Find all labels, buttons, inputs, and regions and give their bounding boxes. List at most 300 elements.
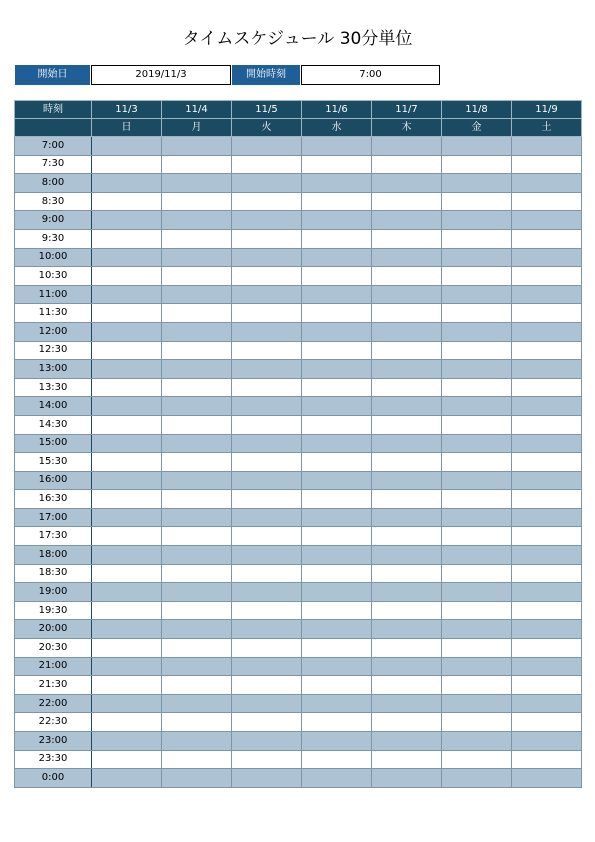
- schedule-cell[interactable]: [302, 248, 372, 267]
- schedule-cell[interactable]: [372, 583, 442, 602]
- schedule-cell[interactable]: [232, 322, 302, 341]
- schedule-cell[interactable]: [372, 564, 442, 583]
- schedule-cell[interactable]: [372, 248, 442, 267]
- schedule-cell[interactable]: [512, 490, 582, 509]
- date-header: 11/9: [512, 101, 582, 119]
- time-cell: 18:00: [15, 546, 92, 565]
- schedule-cell[interactable]: [232, 713, 302, 732]
- schedule-cell[interactable]: [372, 155, 442, 174]
- schedule-cell[interactable]: [302, 192, 372, 211]
- schedule-cell[interactable]: [302, 620, 372, 639]
- schedule-cell[interactable]: [512, 267, 582, 286]
- schedule-cell[interactable]: [302, 229, 372, 248]
- schedule-cell[interactable]: [232, 694, 302, 713]
- schedule-cell[interactable]: [512, 378, 582, 397]
- schedule-cell[interactable]: [232, 285, 302, 304]
- schedule-cell[interactable]: [232, 174, 302, 193]
- schedule-cell[interactable]: [442, 657, 512, 676]
- schedule-cell[interactable]: [442, 137, 512, 156]
- weekday-header: 水: [302, 119, 372, 137]
- weekday-header: 火: [232, 119, 302, 137]
- schedule-cell[interactable]: [512, 434, 582, 453]
- schedule-cell[interactable]: [92, 694, 162, 713]
- time-cell: 21:00: [15, 657, 92, 676]
- schedule-cell[interactable]: [442, 564, 512, 583]
- schedule-cell[interactable]: [92, 155, 162, 174]
- schedule-cell[interactable]: [442, 750, 512, 769]
- schedule-cell[interactable]: [442, 508, 512, 527]
- schedule-cell[interactable]: [302, 508, 372, 527]
- schedule-cell[interactable]: [162, 769, 232, 788]
- schedule-cell[interactable]: [162, 341, 232, 360]
- schedule-cell[interactable]: [372, 657, 442, 676]
- schedule-cell[interactable]: [232, 434, 302, 453]
- schedule-cell[interactable]: [302, 453, 372, 472]
- schedule-cell[interactable]: [162, 508, 232, 527]
- schedule-cell[interactable]: [372, 490, 442, 509]
- schedule-cell[interactable]: [162, 378, 232, 397]
- schedule-cell[interactable]: [232, 564, 302, 583]
- schedule-cell[interactable]: [442, 676, 512, 695]
- schedule-cell[interactable]: [92, 137, 162, 156]
- schedule-cell[interactable]: [442, 267, 512, 286]
- schedule-cell[interactable]: [92, 192, 162, 211]
- schedule-cell[interactable]: [232, 750, 302, 769]
- schedule-cell[interactable]: [302, 657, 372, 676]
- schedule-cell[interactable]: [92, 601, 162, 620]
- schedule-cell[interactable]: [92, 750, 162, 769]
- schedule-cell[interactable]: [302, 267, 372, 286]
- schedule-cell[interactable]: [162, 601, 232, 620]
- schedule-cell[interactable]: [512, 174, 582, 193]
- weekday-header: 木: [372, 119, 442, 137]
- schedule-cell[interactable]: [302, 583, 372, 602]
- schedule-cell[interactable]: [512, 211, 582, 230]
- schedule-cell[interactable]: [92, 453, 162, 472]
- schedule-cell[interactable]: [442, 490, 512, 509]
- schedule-cell[interactable]: [162, 304, 232, 323]
- schedule-cell[interactable]: [442, 248, 512, 267]
- schedule-cell[interactable]: [162, 229, 232, 248]
- schedule-cell[interactable]: [232, 601, 302, 620]
- schedule-cell[interactable]: [302, 750, 372, 769]
- schedule-cell[interactable]: [512, 750, 582, 769]
- schedule-cell[interactable]: [442, 732, 512, 751]
- schedule-cell[interactable]: [302, 174, 372, 193]
- table-row: [15, 508, 582, 527]
- schedule-cell[interactable]: [302, 360, 372, 379]
- date-header: 11/6: [302, 101, 372, 119]
- table-row: [15, 694, 582, 713]
- schedule-cell[interactable]: [92, 248, 162, 267]
- schedule-cell[interactable]: [442, 769, 512, 788]
- schedule-cell[interactable]: [442, 174, 512, 193]
- schedule-cell[interactable]: [92, 639, 162, 658]
- schedule-cell[interactable]: [372, 322, 442, 341]
- schedule-cell[interactable]: [92, 174, 162, 193]
- schedule-cell[interactable]: [372, 360, 442, 379]
- table-row: [15, 657, 582, 676]
- table-row: [15, 304, 582, 323]
- schedule-cell[interactable]: [372, 378, 442, 397]
- schedule-cell[interactable]: [372, 341, 442, 360]
- schedule-cell[interactable]: [442, 341, 512, 360]
- schedule-cell[interactable]: [162, 285, 232, 304]
- schedule-cell[interactable]: [372, 639, 442, 658]
- schedule-cell[interactable]: [232, 155, 302, 174]
- schedule-cell[interactable]: [302, 676, 372, 695]
- schedule-cell[interactable]: [372, 229, 442, 248]
- start-date-field[interactable]: 2019/11/3: [91, 65, 231, 85]
- schedule-cell[interactable]: [232, 546, 302, 565]
- table-row: [15, 360, 582, 379]
- table-row: [15, 453, 582, 472]
- schedule-cell[interactable]: [162, 639, 232, 658]
- schedule-cell[interactable]: [372, 415, 442, 434]
- time-cell: 16:00: [15, 471, 92, 490]
- schedule-cell[interactable]: [372, 694, 442, 713]
- schedule-cell[interactable]: [302, 564, 372, 583]
- schedule-cell[interactable]: [302, 527, 372, 546]
- schedule-cell[interactable]: [92, 304, 162, 323]
- schedule-cell[interactable]: [232, 657, 302, 676]
- schedule-cell[interactable]: [442, 378, 512, 397]
- schedule-cell[interactable]: [302, 490, 372, 509]
- table-row: [15, 285, 582, 304]
- schedule-cell[interactable]: [512, 583, 582, 602]
- schedule-cell[interactable]: [512, 322, 582, 341]
- schedule-cell[interactable]: [372, 397, 442, 416]
- weekday-header: 土: [512, 119, 582, 137]
- schedule-cell[interactable]: [302, 137, 372, 156]
- schedule-cell[interactable]: [372, 676, 442, 695]
- schedule-cell[interactable]: [92, 713, 162, 732]
- schedule-cell[interactable]: [442, 192, 512, 211]
- start-time-label: 開始時刻: [232, 65, 300, 85]
- schedule-cell[interactable]: [302, 397, 372, 416]
- schedule-cell[interactable]: [162, 248, 232, 267]
- weekday-header: 金: [442, 119, 512, 137]
- time-cell: 14:30: [15, 415, 92, 434]
- schedule-cell[interactable]: [372, 601, 442, 620]
- schedule-cell[interactable]: [512, 397, 582, 416]
- time-cell: 20:00: [15, 620, 92, 639]
- time-cell: 20:30: [15, 639, 92, 658]
- schedule-cell[interactable]: [302, 434, 372, 453]
- schedule-cell[interactable]: [92, 546, 162, 565]
- schedule-cell[interactable]: [372, 620, 442, 639]
- schedule-cell[interactable]: [232, 304, 302, 323]
- schedule-cell[interactable]: [162, 620, 232, 639]
- schedule-cell[interactable]: [92, 341, 162, 360]
- schedule-cell[interactable]: [162, 453, 232, 472]
- schedule-cell[interactable]: [512, 694, 582, 713]
- schedule-cell[interactable]: [442, 639, 512, 658]
- schedule-cell[interactable]: [442, 304, 512, 323]
- schedule-cell[interactable]: [302, 211, 372, 230]
- schedule-cell[interactable]: [302, 713, 372, 732]
- schedule-cell[interactable]: [442, 453, 512, 472]
- schedule-cell[interactable]: [162, 471, 232, 490]
- time-cell: 8:30: [15, 192, 92, 211]
- date-header: 11/8: [442, 101, 512, 119]
- schedule-cell[interactable]: [372, 508, 442, 527]
- schedule-cell[interactable]: [442, 285, 512, 304]
- time-cell: 10:30: [15, 267, 92, 286]
- schedule-cell[interactable]: [512, 415, 582, 434]
- schedule-cell[interactable]: [162, 322, 232, 341]
- time-cell: 17:00: [15, 508, 92, 527]
- schedule-cell[interactable]: [512, 620, 582, 639]
- schedule-cell[interactable]: [232, 732, 302, 751]
- schedule-cell[interactable]: [162, 434, 232, 453]
- schedule-cell[interactable]: [372, 732, 442, 751]
- time-cell: 8:00: [15, 174, 92, 193]
- schedule-cell[interactable]: [232, 769, 302, 788]
- schedule-cell[interactable]: [372, 434, 442, 453]
- schedule-cell[interactable]: [92, 676, 162, 695]
- schedule-cell[interactable]: [162, 583, 232, 602]
- table-row: [15, 322, 582, 341]
- schedule-cell[interactable]: [512, 304, 582, 323]
- schedule-cell[interactable]: [162, 490, 232, 509]
- schedule-cell[interactable]: [512, 360, 582, 379]
- schedule-cell[interactable]: [512, 155, 582, 174]
- schedule-cell[interactable]: [232, 527, 302, 546]
- schedule-cell[interactable]: [92, 564, 162, 583]
- schedule-cell[interactable]: [92, 211, 162, 230]
- table-row: [15, 341, 582, 360]
- schedule-cell[interactable]: [372, 285, 442, 304]
- schedule-cell[interactable]: [442, 155, 512, 174]
- schedule-cell[interactable]: [162, 415, 232, 434]
- schedule-cell[interactable]: [302, 639, 372, 658]
- time-cell: 19:30: [15, 601, 92, 620]
- schedule-cell[interactable]: [512, 229, 582, 248]
- schedule-cell[interactable]: [232, 137, 302, 156]
- table-row: [15, 155, 582, 174]
- schedule-cell[interactable]: [442, 546, 512, 565]
- schedule-cell[interactable]: [372, 546, 442, 565]
- schedule-cell[interactable]: [232, 639, 302, 658]
- time-cell: 15:00: [15, 434, 92, 453]
- schedule-cell[interactable]: [512, 471, 582, 490]
- schedule-cell[interactable]: [302, 378, 372, 397]
- schedule-cell[interactable]: [92, 229, 162, 248]
- schedule-cell[interactable]: [92, 378, 162, 397]
- schedule-cell[interactable]: [232, 360, 302, 379]
- schedule-cell[interactable]: [372, 750, 442, 769]
- table-row: [15, 676, 582, 695]
- schedule-cell[interactable]: [302, 601, 372, 620]
- time-column-header: 時刻: [15, 101, 92, 119]
- schedule-cell[interactable]: [302, 769, 372, 788]
- table-row: [15, 583, 582, 602]
- schedule-cell[interactable]: [162, 267, 232, 286]
- schedule-cell[interactable]: [162, 546, 232, 565]
- schedule-cell[interactable]: [92, 732, 162, 751]
- schedule-cell[interactable]: [372, 174, 442, 193]
- schedule-cell[interactable]: [92, 397, 162, 416]
- schedule-cell[interactable]: [232, 490, 302, 509]
- schedule-cell[interactable]: [442, 620, 512, 639]
- schedule-cell[interactable]: [512, 508, 582, 527]
- start-time-field[interactable]: 7:00: [301, 65, 440, 85]
- schedule-cell[interactable]: [512, 341, 582, 360]
- schedule-cell[interactable]: [232, 508, 302, 527]
- table-row: [15, 434, 582, 453]
- time-cell: 19:00: [15, 583, 92, 602]
- schedule-cell[interactable]: [162, 397, 232, 416]
- schedule-cell[interactable]: [92, 583, 162, 602]
- schedule-cell[interactable]: [92, 471, 162, 490]
- schedule-cell[interactable]: [442, 434, 512, 453]
- schedule-cell[interactable]: [92, 527, 162, 546]
- schedule-cell[interactable]: [162, 694, 232, 713]
- time-cell: 7:30: [15, 155, 92, 174]
- schedule-body: [15, 137, 582, 788]
- schedule-cell[interactable]: [92, 415, 162, 434]
- schedule-cell[interactable]: [512, 192, 582, 211]
- schedule-cell[interactable]: [442, 583, 512, 602]
- schedule-cell[interactable]: [302, 322, 372, 341]
- schedule-cell[interactable]: [442, 527, 512, 546]
- schedule-cell[interactable]: [442, 415, 512, 434]
- schedule-cell[interactable]: [162, 137, 232, 156]
- schedule-cell[interactable]: [162, 192, 232, 211]
- schedule-cell[interactable]: [512, 732, 582, 751]
- schedule-cell[interactable]: [92, 490, 162, 509]
- schedule-cell[interactable]: [162, 174, 232, 193]
- time-cell: 13:00: [15, 360, 92, 379]
- schedule-cell[interactable]: [302, 732, 372, 751]
- schedule-cell[interactable]: [162, 657, 232, 676]
- schedule-cell[interactable]: [442, 397, 512, 416]
- schedule-cell[interactable]: [232, 676, 302, 695]
- schedule-cell[interactable]: [92, 769, 162, 788]
- schedule-cell[interactable]: [372, 769, 442, 788]
- schedule-cell[interactable]: [302, 694, 372, 713]
- table-row: [15, 229, 582, 248]
- schedule-cell[interactable]: [372, 211, 442, 230]
- schedule-cell[interactable]: [442, 211, 512, 230]
- schedule-cell[interactable]: [442, 601, 512, 620]
- schedule-cell[interactable]: [232, 267, 302, 286]
- schedule-cell[interactable]: [232, 211, 302, 230]
- schedule-cell[interactable]: [512, 137, 582, 156]
- schedule-cell[interactable]: [162, 211, 232, 230]
- time-cell: 10:00: [15, 248, 92, 267]
- time-cell: 17:30: [15, 527, 92, 546]
- schedule-cell[interactable]: [302, 415, 372, 434]
- schedule-cell[interactable]: [162, 527, 232, 546]
- schedule-cell[interactable]: [442, 694, 512, 713]
- time-cell: 9:00: [15, 211, 92, 230]
- schedule-cell[interactable]: [302, 285, 372, 304]
- schedule-cell[interactable]: [442, 229, 512, 248]
- schedule-cell[interactable]: [92, 620, 162, 639]
- schedule-table: [14, 100, 582, 788]
- schedule-cell[interactable]: [92, 657, 162, 676]
- schedule-cell[interactable]: [302, 341, 372, 360]
- schedule-cell[interactable]: [512, 769, 582, 788]
- schedule-cell[interactable]: [302, 546, 372, 565]
- time-cell: 23:00: [15, 732, 92, 751]
- schedule-cell[interactable]: [372, 471, 442, 490]
- schedule-cell[interactable]: [232, 192, 302, 211]
- schedule-cell[interactable]: [512, 527, 582, 546]
- schedule-cell[interactable]: [92, 285, 162, 304]
- schedule-cell[interactable]: [92, 322, 162, 341]
- schedule-cell[interactable]: [162, 155, 232, 174]
- schedule-cell[interactable]: [442, 713, 512, 732]
- schedule-cell[interactable]: [512, 546, 582, 565]
- schedule-cell[interactable]: [302, 471, 372, 490]
- schedule-cell[interactable]: [512, 601, 582, 620]
- schedule-cell[interactable]: [232, 583, 302, 602]
- schedule-cell[interactable]: [512, 639, 582, 658]
- schedule-cell[interactable]: [442, 471, 512, 490]
- schedule-cell[interactable]: [512, 285, 582, 304]
- schedule-cell[interactable]: [302, 304, 372, 323]
- schedule-cell[interactable]: [302, 155, 372, 174]
- schedule-cell[interactable]: [232, 397, 302, 416]
- schedule-cell[interactable]: [92, 508, 162, 527]
- table-row: [15, 211, 582, 230]
- schedule-cell[interactable]: [442, 360, 512, 379]
- schedule-cell[interactable]: [232, 229, 302, 248]
- time-cell: 0:00: [15, 769, 92, 788]
- schedule-cell[interactable]: [512, 453, 582, 472]
- schedule-cell[interactable]: [232, 471, 302, 490]
- schedule-cell[interactable]: [372, 267, 442, 286]
- schedule-cell[interactable]: [372, 137, 442, 156]
- schedule-cell[interactable]: [92, 434, 162, 453]
- schedule-cell[interactable]: [512, 657, 582, 676]
- schedule-cell[interactable]: [92, 267, 162, 286]
- schedule-cell[interactable]: [162, 750, 232, 769]
- schedule-cell[interactable]: [232, 415, 302, 434]
- schedule-cell[interactable]: [232, 453, 302, 472]
- schedule-cell[interactable]: [372, 304, 442, 323]
- schedule-cell[interactable]: [512, 564, 582, 583]
- schedule-cell[interactable]: [162, 564, 232, 583]
- schedule-cell[interactable]: [372, 453, 442, 472]
- schedule-cell[interactable]: [162, 676, 232, 695]
- schedule-cell[interactable]: [162, 732, 232, 751]
- weekday-header: 月: [162, 119, 232, 137]
- schedule-cell[interactable]: [232, 378, 302, 397]
- schedule-cell[interactable]: [232, 341, 302, 360]
- table-row: [15, 527, 582, 546]
- time-cell: 16:30: [15, 490, 92, 509]
- schedule-cell[interactable]: [162, 713, 232, 732]
- schedule-cell[interactable]: [372, 192, 442, 211]
- schedule-cell[interactable]: [372, 527, 442, 546]
- schedule-cell[interactable]: [232, 620, 302, 639]
- schedule-cell[interactable]: [512, 676, 582, 695]
- schedule-cell[interactable]: [372, 713, 442, 732]
- time-cell: 18:30: [15, 564, 92, 583]
- schedule-cell[interactable]: [232, 248, 302, 267]
- schedule-cell[interactable]: [512, 713, 582, 732]
- schedule-cell[interactable]: [442, 322, 512, 341]
- schedule-cell[interactable]: [92, 360, 162, 379]
- table-row: [15, 601, 582, 620]
- schedule-cell[interactable]: [162, 360, 232, 379]
- table-row: [15, 378, 582, 397]
- schedule-cell[interactable]: [512, 248, 582, 267]
